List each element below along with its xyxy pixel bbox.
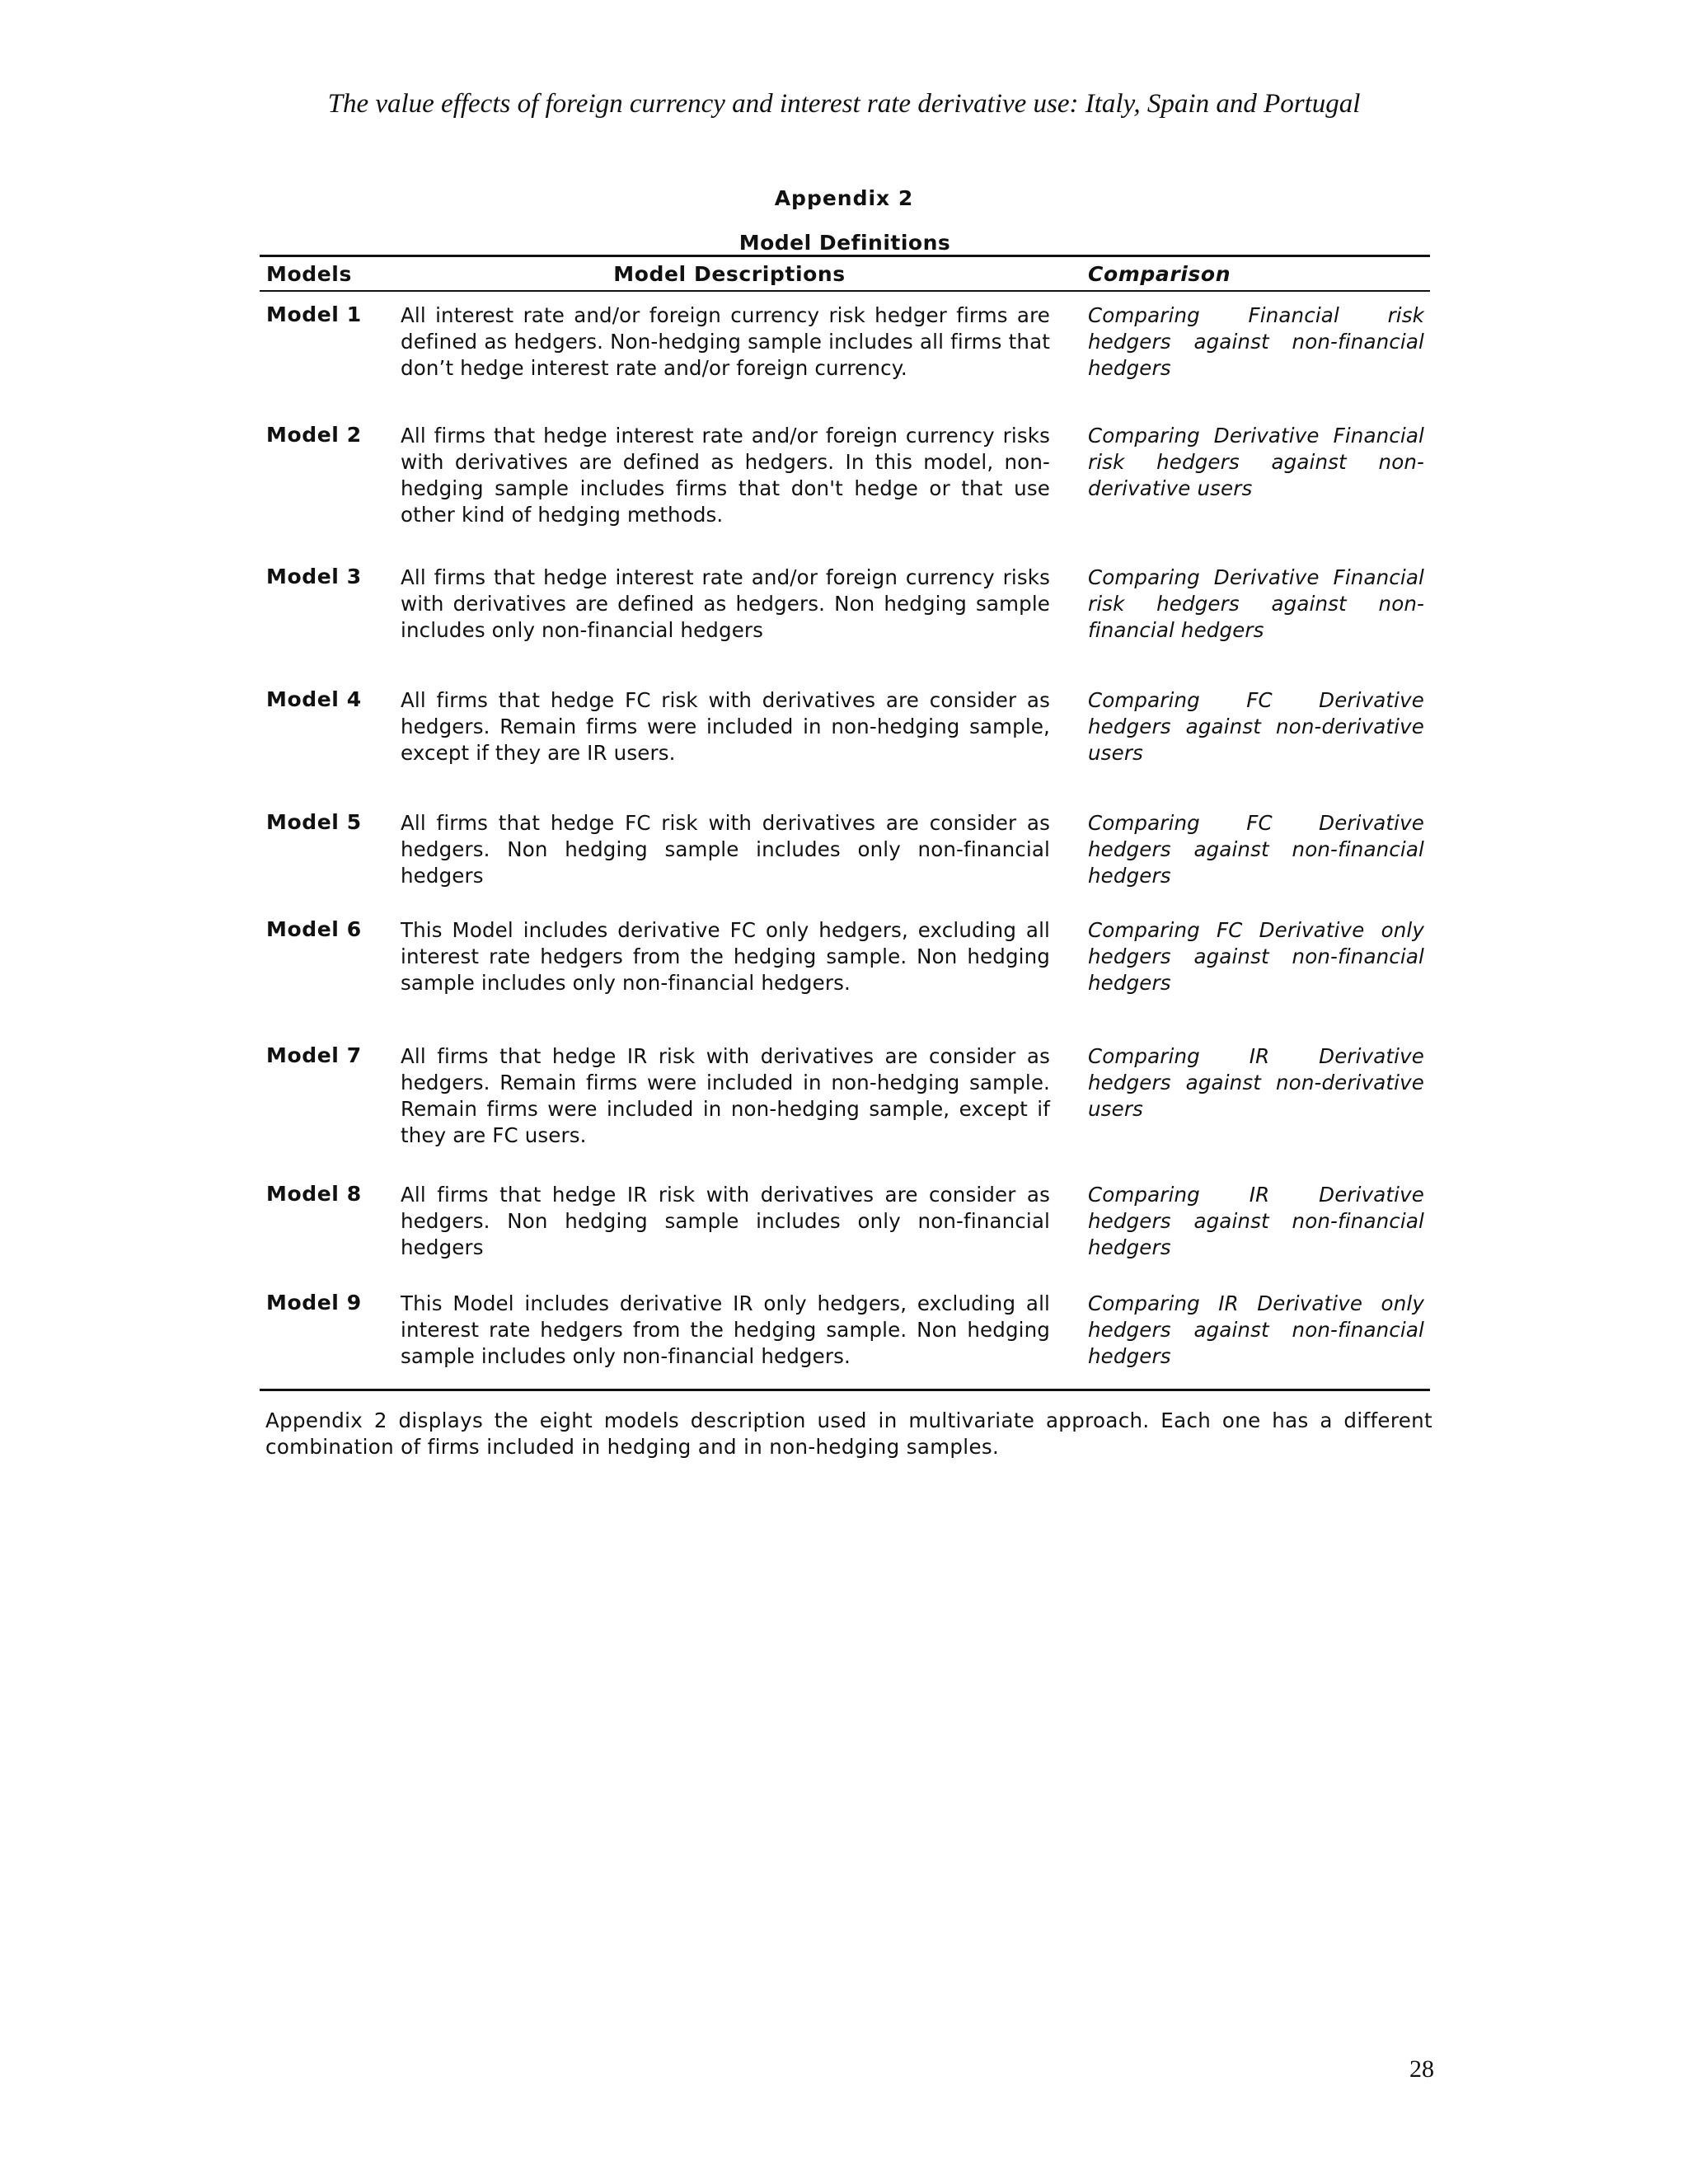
model-comparison: Comparing Derivative Financial risk hedgers against non-derivative users	[1088, 424, 1424, 500]
table-bottom-rule	[260, 1389, 1430, 1391]
column-header-models: Models	[266, 262, 352, 286]
page-number: 28	[1409, 2055, 1434, 2083]
model-comparison: Comparing FC Derivative hedgers against non-financial hedgers	[1088, 811, 1424, 888]
model-comparison: Comparing FC Derivative only hedgers against non-financial hedgers	[1088, 918, 1424, 995]
table-caption: Model Definitions	[738, 231, 951, 255]
model-comparison: Comparing IR Derivative hedgers against non-financial hedgers	[1088, 1183, 1424, 1259]
table-top-rule	[260, 255, 1430, 257]
model-description: This Model includes derivative FC only hedgers, excluding all interest rate hedgers from the hedging sample. Non hedging sample includes only non-financial hedgers.	[401, 918, 1050, 995]
model-description: All firms that hedge IR risk with derivatives are consider as hedgers. Remain firms were included in non-hedging sample. Remain firms were included in non-hedging sample, except if they are FC users.	[401, 1044, 1050, 1147]
model-description: All firms that hedge IR risk with derivatives are consider as hedgers. Non hedging sample includes only non-financial hedgers	[401, 1183, 1050, 1259]
model-description: All interest rate and/or foreign currency risk hedger firms are defined as hedgers. Non-hedging sample includes all firms that don’t hedge interest rate and/or foreign currency.	[401, 303, 1050, 380]
model-label: Model 9	[266, 1291, 362, 1315]
model-label: Model 8	[266, 1182, 362, 1206]
model-comparison: Comparing Financial risk hedgers against non-financial hedgers	[1088, 303, 1424, 380]
model-label: Model 5	[266, 810, 362, 834]
running-head: The value effects of foreign currency and interest rate derivative use: Italy, Spain and Portugal	[327, 89, 1361, 119]
model-label: Model 4	[266, 687, 362, 711]
model-label: Model 1	[266, 302, 362, 326]
model-label: Model 3	[266, 565, 362, 588]
column-header-descriptions: Model Descriptions	[613, 262, 846, 286]
model-label: Model 7	[266, 1043, 362, 1067]
model-comparison: Comparing IR Derivative only hedgers against non-financial hedgers	[1088, 1291, 1424, 1368]
model-description: All firms that hedge FC risk with derivatives are consider as hedgers. Remain firms were included in non-hedging sample, except if they are IR users.	[401, 688, 1050, 765]
column-header-comparison: Comparison	[1088, 262, 1231, 286]
model-description: This Model includes derivative IR only hedgers, excluding all interest rate hedgers from the hedging sample. Non hedging sample includes only non-financial hedgers.	[401, 1291, 1050, 1368]
table-note: Appendix 2 displays the eight models description used in multivariate approach. Each one has a different combination of firms included in hedging and in non-hedging samples.	[265, 1408, 1432, 1459]
model-comparison: Comparing Derivative Financial risk hedgers against non-financial hedgers	[1088, 565, 1424, 642]
model-label: Model 6	[266, 917, 362, 941]
model-comparison: Comparing FC Derivative hedgers against non-derivative users	[1088, 688, 1424, 765]
model-comparison: Comparing IR Derivative hedgers against non-derivative users	[1088, 1044, 1424, 1121]
table-header-rule	[260, 290, 1430, 292]
model-label: Model 2	[266, 423, 362, 447]
model-description: All firms that hedge interest rate and/or foreign currency risks with derivatives are defined as hedgers. In this model, non-hedging sample includes firms that don't hedge or that use other kind of hedging methods.	[401, 424, 1050, 527]
model-description: All firms that hedge interest rate and/or foreign currency risks with derivatives are defined as hedgers. Non hedging sample includes only non-financial hedgers	[401, 565, 1050, 642]
appendix-title: Appendix 2	[774, 186, 914, 210]
model-description: All firms that hedge FC risk with derivatives are consider as hedgers. Non hedging sample includes only non-financial hedgers	[401, 811, 1050, 888]
